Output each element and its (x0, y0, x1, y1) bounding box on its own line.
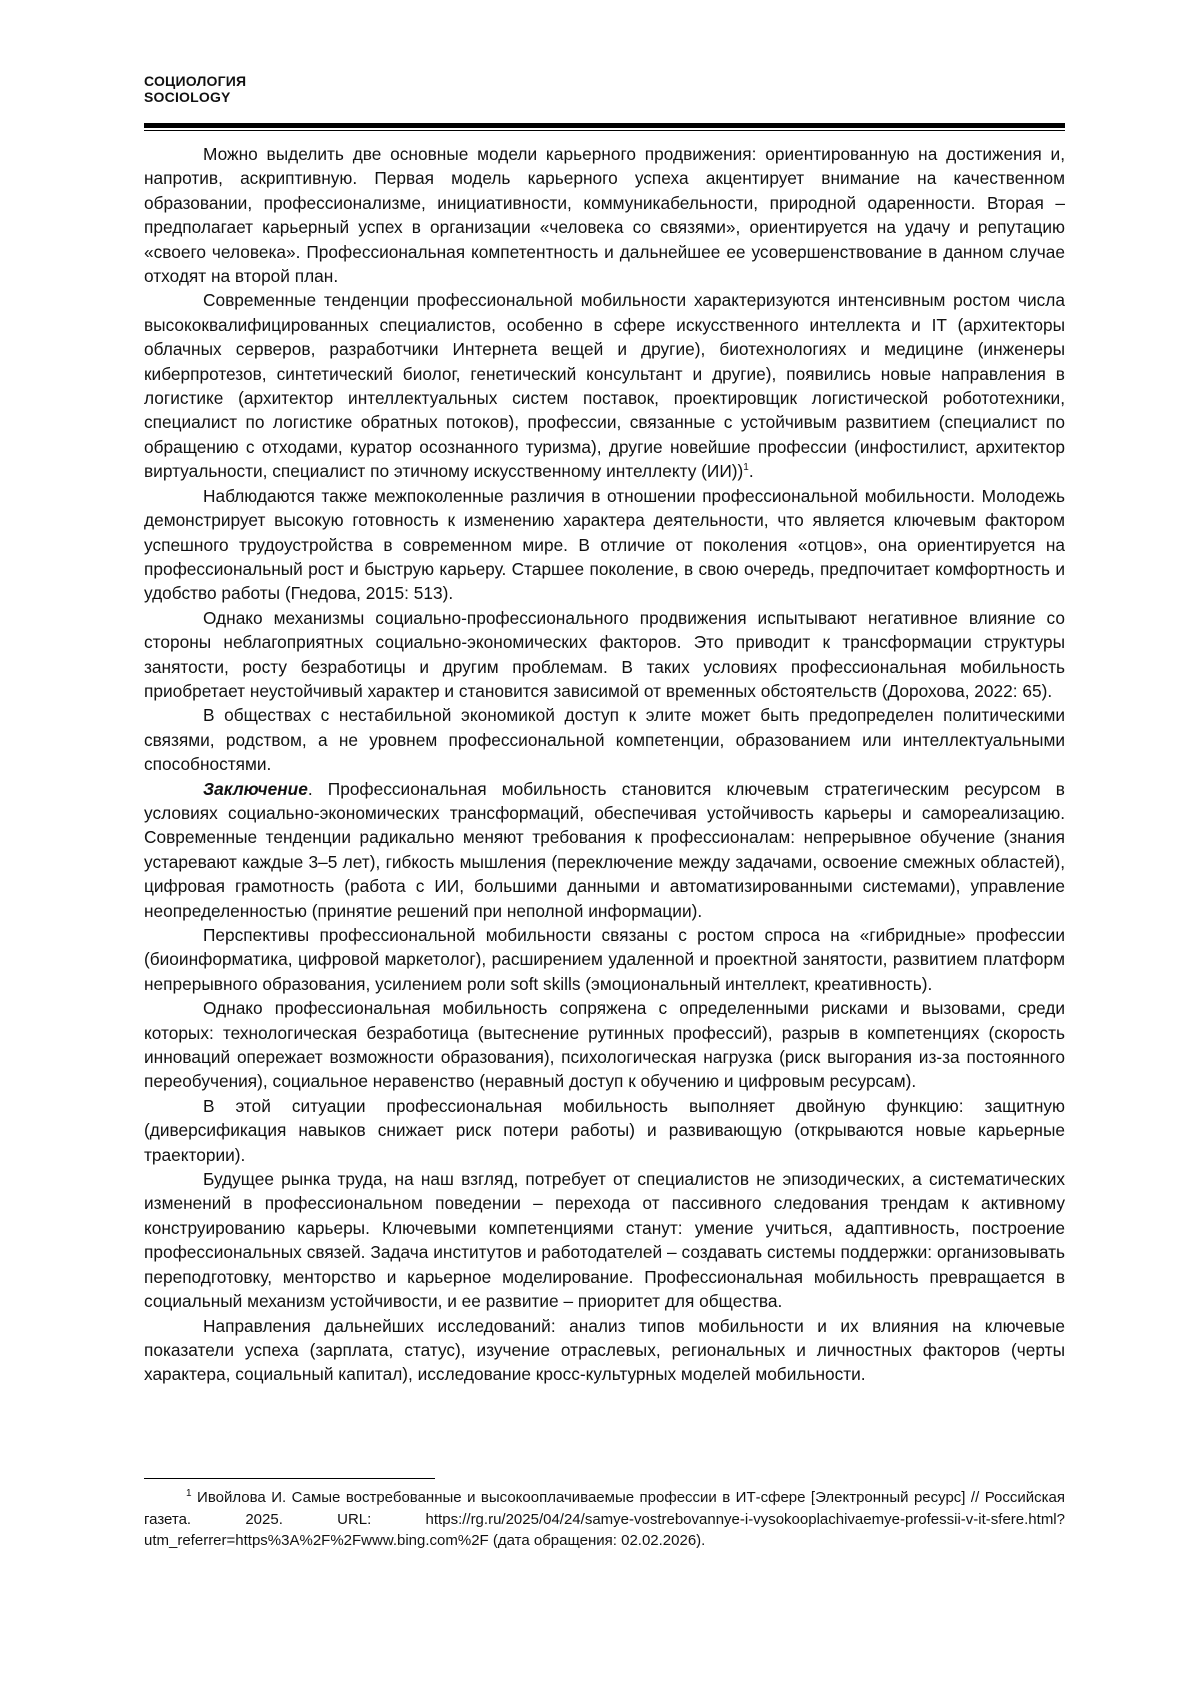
conclusion-heading: Заключение (203, 778, 308, 799)
header-section-en: SOCIOLOGY (144, 89, 231, 105)
paragraph-risks: Однако профессиональная мобильность сопряжена с определенными рисками и вызовами, среди которых: технологическая безработица (вытеснение рутинных профессий), разрыв в компетенциях (скорость инноваций опережает возможности образования), психологическая нагрузка (риск выгорания из-за постоянного переобучения), социальное неравенство (неравный доступ к обучению и цифровым ресурсам). (144, 998, 1065, 1092)
paragraph-elite-access: В обществах с нестабильной экономикой доступ к элите может быть предопределен политическими связями, родством, а не уровнем профессиональной компетенции, образованием или интеллектуальными способностями. (144, 705, 1065, 775)
paragraph-conclusion-text: Профессиональная мобильность становится ключевым стратегическим ресурсом в условиях социально-экономических трансформаций, обеспечивая устойчивость карьеры и самореализацию. Современные тенденции радикально меняют требования к профессионалам: непрерывное обучение (знания устаревают каждые 3–5 лет), гибкость мышления (переключение между задачами, освоение смежных областей), цифровая грамотность (работа с ИИ, большими данными и автоматизированными системами), управление неопределенностью (принятие решений при неполной информации). (144, 778, 1065, 921)
header-rule-thin (144, 130, 1065, 131)
paragraph-career-models: Можно выделить две основные модели карьерного продвижения: ориентированную на достижения и, напротив, аскриптивную. Первая модель карьерного успеха акцентирует внимание на качественном образовании, профессионализме, инициативности, коммуникабельности, природной одаренности. Вторая – предполагает карьерный успех в организации «человека со связями», ориентируется на удачу и репутацию «своего человека». Профессиональная компетентность и дальнейшее ее усовершенствование в данном случае отходят на второй план. (144, 144, 1065, 287)
paragraph-dual-function: В этой ситуации профессиональная мобильность выполняет двойную функцию: защитную (диверсификация навыков снижает риск потери работы) и развивающую (открываются новые карьерные траектории). (144, 1095, 1065, 1165)
paragraph-negative-factors: Однако механизмы социально-профессионального продвижения испытывают негативное влияние со стороны неблагоприятных социально-экономических факторов. Это приводит к трансформации структуры занятости, росту безработицы и другим проблемам. В таких условиях профессиональная мобильность приобретает неустойчивый характер и становится зависимой от временных обстоятельств (Дорохова, 2022: 65). (144, 607, 1065, 701)
footnote-separator (144, 1478, 435, 1479)
footnote (144, 1487, 1065, 1552)
header-section-ru: СОЦИОЛОГИЯ (144, 73, 247, 89)
paragraph-labor-market-future: Будущее рынка труда, на наш взгляд, потребует от специалистов не эпизодических, а систематических изменений в профессиональном поведении – перехода от пассивного следования трендам к активному конструированию карьеры. Ключевыми компетенциями станут: умение учиться, адаптивность, построение профессиональных связей. Задача институтов и работодателей – создавать системы поддержки: организовывать переподготовку, менторство и карьерное моделирование. Профессиональная мобильность превращается в социальный механизм устойчивости, и ее развитие – приоритет для общества. (144, 1169, 1065, 1312)
footnote-entry (144, 1487, 1065, 1552)
footnote-text[interactable]: Ивойлова И. Самые востребованные и высокооплачиваемые профессии в ИТ-сфере [Электронный ресурс] // Российская газета. 2025. URL: https://rg.ru/2025/04/24/samye-vostrebovannye-i-vysokooplachivaemye-professii-v-it-sfere.html?utm_referrer=https%3A%2F%2Fwww.bing.com%2F (дата обращения: 02.02.2026). (144, 1489, 1066, 1549)
paragraph-perspectives: Перспективы профессиональной мобильности связаны с ростом спроса на «гибридные» профессии (биоинформатика, цифровой маркетолог), расширением удаленной и проектной занятости, развитием платформ непрерывного образования, усилением роли soft skills (эмоциональный интеллект, креативность). (144, 925, 1065, 994)
header-rule-thick (144, 123, 1065, 128)
paragraph-modern-trends: Современные тенденции профессиональной мобильности характеризуются интенсивным ростом числа высококвалифицированных специалистов, особенно в сфере искусственного интеллекта и IT (архитекторы облачных серверов, разработчики Интернета вещей и другие), биотехнологиях и медицине (инженеры киберпротезов, синтетический биолог, генетический консультант и другие), появились новые направления в логистике (архитектор интеллектуальных систем поставок, проектировщик логистической робототехники, специалист по логистике обратных потоков), профессии, связанные с устойчивым развитием (специалист по обращению с отходами, куратор осознанного туризма), другие новейшие профессии (инфостилист, архитектор виртуальности, специалист по этичному искусственному интеллекту (ИИ))$^1$. (144, 290, 1065, 482)
article-body (144, 142, 1065, 1387)
paragraph-generations: Наблюдаются также межпоколенные различия в отношении профессиональной мобильности. Молодежь демонстрирует высокую готовность к изменению характера деятельности, что является ключевым фактором успешного трудоустройства в современном мире. В отличие от поколения «отцов», она ориентируется на профессиональный рост и быструю карьеру. Старшее поколение, в свою очередь, предпочитает комфортность и удобство работы (Гнедова, 2015: 513). (144, 485, 1065, 604)
paragraph-modern-trends-text: Современные тенденции профессиональной мобильности характеризуются интенсивным ростом числа высококвалифицированных специалистов, особенно в сфере искусственного интеллекта и IT (архитекторы облачных серверов, разработчики Интернета вещей и другие), биотехнологиях и медицине (инженеры киберпротезов, синтетический биолог, генетический консультант и другие), появились новые направления в логистике (архитектор интеллектуальных систем поставок, проектировщик логистической робототехники, специалист по логистике обратных потоков), профессии, связанные с устойчивым развитием (специалист по обращению с отходами, куратор осознанного туризма), другие новейшие профессии (инфостилист, архитектор виртуальности, специалист по этичному искусственному интеллекту (ИИ)) (144, 290, 1065, 482)
paragraph-research-directions: Направления дальнейших исследований: анализ типов мобильности и их влияния на ключевые показатели успеха (зарплата, статус), изучение отраслевых, региональных и личностных факторов (черты характера, социальный капитал), исследование кросс-культурных моделей мобильности. (144, 1315, 1065, 1385)
footnote-number: 1 (186, 1488, 192, 1499)
footnote-reference[interactable]: 1 (743, 462, 749, 474)
paragraph-conclusion: Заключение. Профессиональная мобильность становится ключевым стратегическим ресурсом в условиях социально-экономических трансформаций, обеспечивая устойчивость карьеры и самореализацию. Современные тенденции радикально меняют требования к профессионалам: непрерывное обучение (знания устаревают каждые 3–5 лет), гибкость мышления (переключение между задачами, освоение смежных областей), цифровая грамотность (работа с ИИ, большими данными и автоматизированными системами), управление неопределенностью (принятие решений при неполной информации). (144, 778, 1065, 921)
running-header (144, 73, 246, 105)
